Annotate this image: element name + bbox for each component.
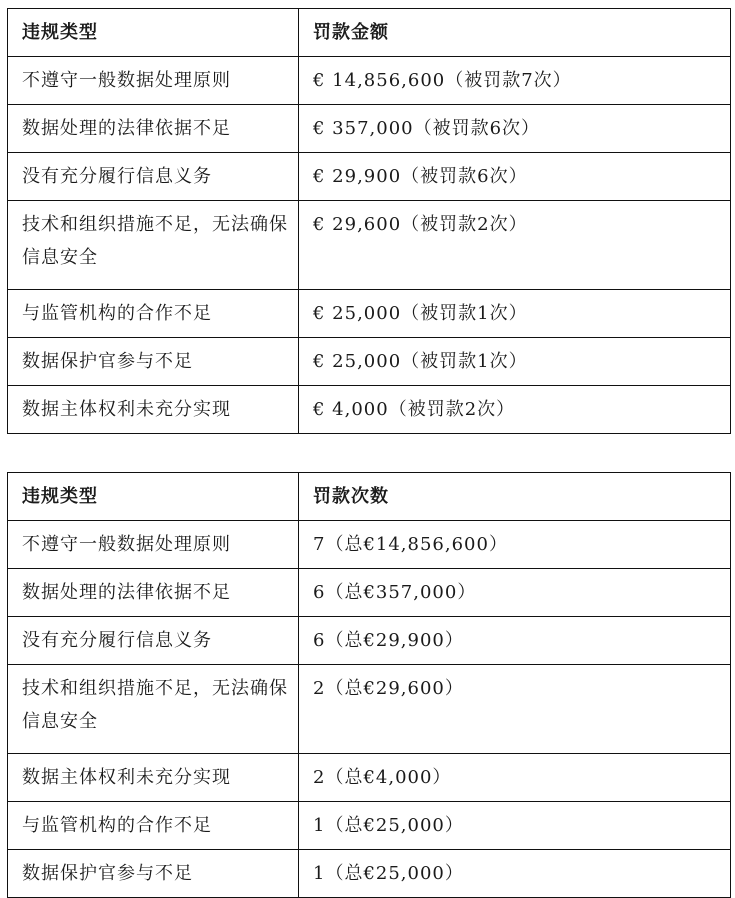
table-row (8, 105, 731, 153)
table-header-row (8, 473, 731, 521)
violation-type-cell: 数据处理的法律依据不足 (8, 569, 299, 617)
header-fine-count: 罚款次数 (299, 473, 731, 521)
table-header-row (8, 9, 731, 57)
violation-type-cell: 数据主体权利未充分实现 (8, 754, 299, 802)
table-row (8, 617, 731, 665)
table-row (8, 57, 731, 105)
table-row (8, 521, 731, 569)
violation-type-cell: 没有充分履行信息义务 (8, 617, 299, 665)
fine-amount-cell: € 29,900（被罚款6次） (299, 153, 731, 201)
fine-amount-table (7, 8, 731, 434)
violation-type-cell: 数据处理的法律依据不足 (8, 105, 299, 153)
fine-count-cell: 6（总€29,900） (299, 617, 731, 665)
table-row (8, 802, 731, 850)
table-row (8, 153, 731, 201)
table-row (8, 386, 731, 434)
table-row (8, 201, 731, 290)
fine-amount-cell: € 357,000（被罚款6次） (299, 105, 731, 153)
fine-count-cell: 2（总€29,600） (299, 665, 731, 754)
violation-type-cell: 数据保护官参与不足 (8, 338, 299, 386)
table-row (8, 338, 731, 386)
violation-type-cell: 技术和组织措施不足，无法确保信息安全 (8, 665, 299, 754)
violation-type-cell: 与监管机构的合作不足 (8, 802, 299, 850)
fine-amount-cell: € 4,000（被罚款2次） (299, 386, 731, 434)
violation-type-cell: 数据主体权利未充分实现 (8, 386, 299, 434)
fine-amount-cell: € 29,600（被罚款2次） (299, 201, 731, 290)
table-row (8, 290, 731, 338)
header-violation-type: 违规类型 (8, 473, 299, 521)
fine-count-cell: 6（总€357,000） (299, 569, 731, 617)
header-violation-type: 违规类型 (8, 9, 299, 57)
violation-type-cell: 与监管机构的合作不足 (8, 290, 299, 338)
violation-type-cell: 技术和组织措施不足，无法确保信息安全 (8, 201, 299, 290)
table-row (8, 665, 731, 754)
fine-amount-cell: € 25,000（被罚款1次） (299, 338, 731, 386)
violation-type-cell: 不遵守一般数据处理原则 (8, 57, 299, 105)
fine-count-cell: 1（总€25,000） (299, 850, 731, 898)
table-row (8, 754, 731, 802)
fine-count-cell: 2（总€4,000） (299, 754, 731, 802)
header-fine-amount: 罚款金额 (299, 9, 731, 57)
fine-count-cell: 7（总€14,856,600） (299, 521, 731, 569)
violation-type-cell: 不遵守一般数据处理原则 (8, 521, 299, 569)
fine-count-table (7, 472, 731, 898)
fine-amount-cell: € 25,000（被罚款1次） (299, 290, 731, 338)
violation-type-cell: 没有充分履行信息义务 (8, 153, 299, 201)
violation-type-cell: 数据保护官参与不足 (8, 850, 299, 898)
table-row (8, 569, 731, 617)
fine-count-cell: 1（总€25,000） (299, 802, 731, 850)
table-row (8, 850, 731, 898)
fine-amount-cell: € 14,856,600（被罚款7次） (299, 57, 731, 105)
